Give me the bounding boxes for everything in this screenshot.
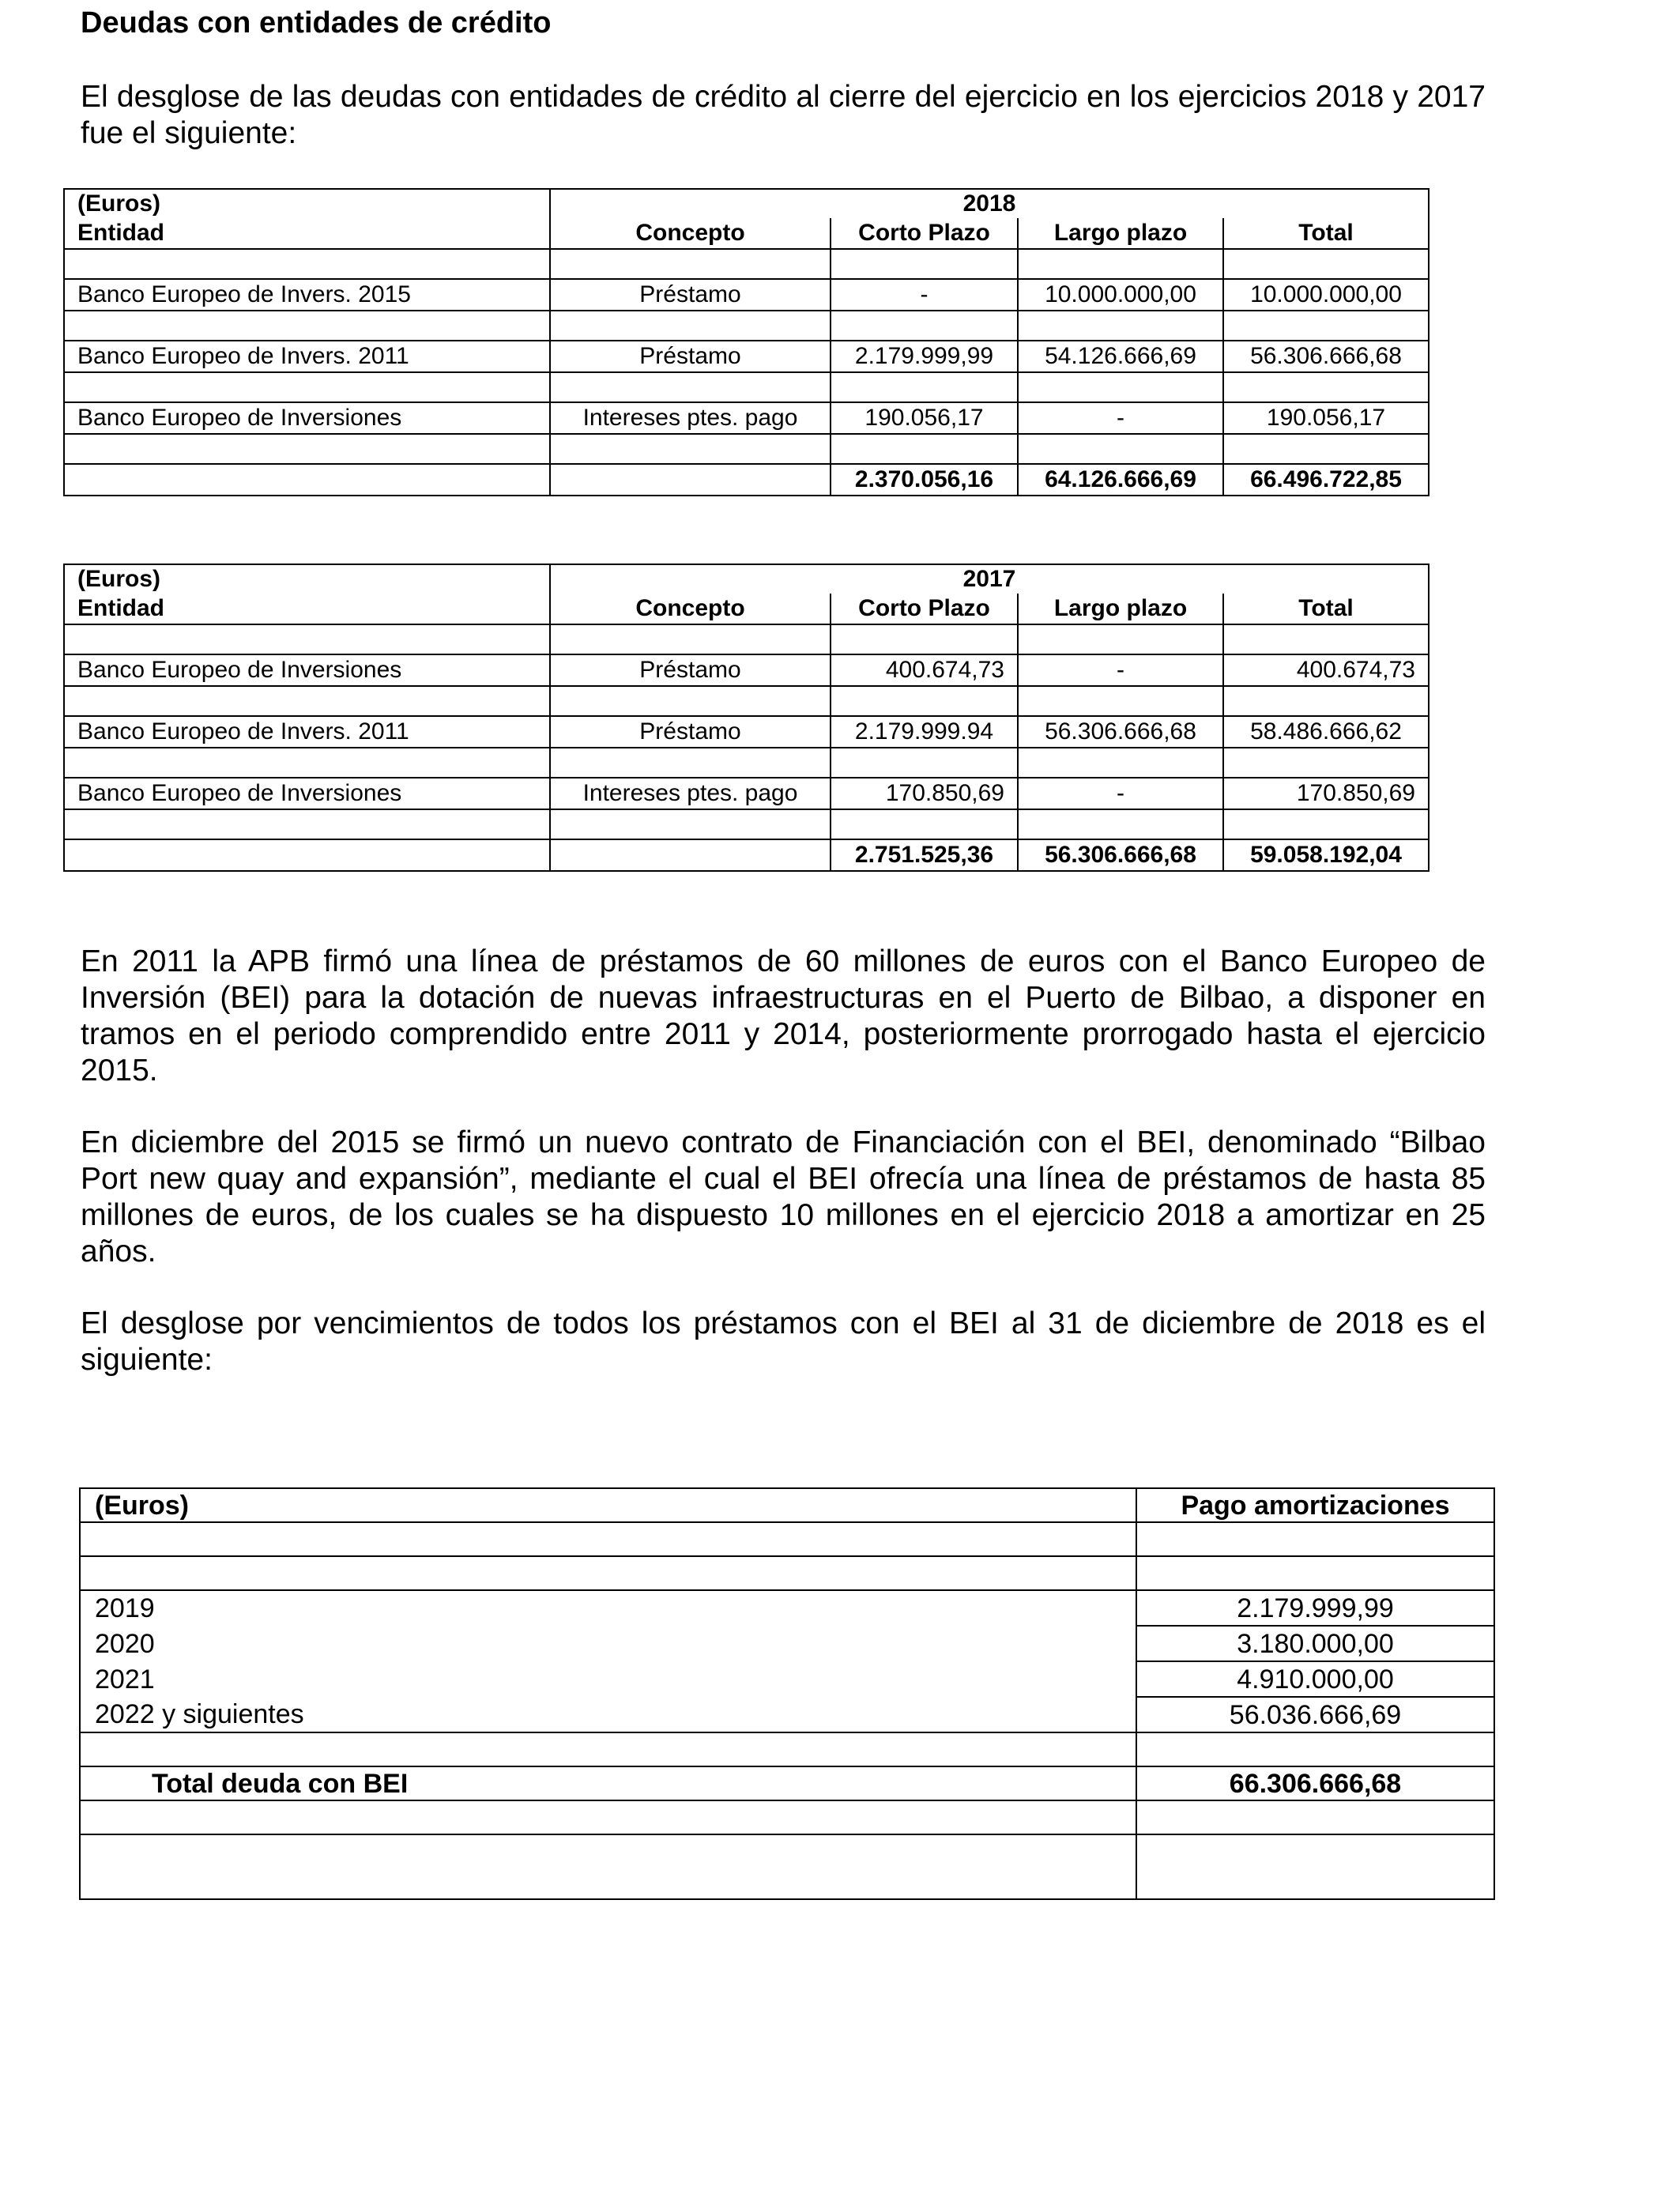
col-header-corto: Corto Plazo [831, 594, 1018, 624]
units-label: (Euros) [64, 564, 550, 594]
paragraph-bei-2015: En diciembre del 2015 se firmó un nuevo contrato de Financiación con el BEI, denominado “Bilbao Port new quay and expansión”, mediante el cual el BEI ofrecía una línea de préstamos de hasta 85 millones de euros, de los cuales se ha dispuesto 10 millones en el ejercicio 2018 a amortizar en 25 años. [81, 1125, 1486, 1269]
col-header-total: Total [1223, 594, 1429, 624]
spacer-row [64, 311, 1429, 341]
col-header-total: Total [1223, 218, 1429, 249]
col-header-entidad: Entidad [64, 218, 550, 249]
debt-table-2017 [63, 564, 1430, 872]
year-header: 2017 [550, 564, 1429, 594]
entidad-cell: Banco Europeo de Invers. 2015 [64, 279, 550, 311]
amortization-table [79, 1487, 1495, 1900]
spacer-row [64, 809, 1429, 839]
total-cell: 56.306.666,68 [1223, 341, 1429, 372]
total-value: 66.306.666,68 [1136, 1766, 1494, 1800]
table-row [80, 1590, 1494, 1626]
spacer-row [64, 372, 1429, 402]
concepto-cell: Préstamo [550, 654, 831, 686]
concepto-cell: Préstamo [550, 341, 831, 372]
table-row [64, 341, 1429, 372]
entidad-cell: Banco Europeo de Invers. 2011 [64, 341, 550, 372]
amount-value: 4.910.000,00 [1136, 1661, 1494, 1697]
debt-table-2018 [63, 188, 1430, 496]
section-heading: Deudas con entidades de crédito [81, 6, 552, 40]
spacer-row [80, 1800, 1494, 1834]
spacer-row [80, 1732, 1494, 1766]
total-largo: 56.306.666,68 [1018, 839, 1223, 871]
table-row [80, 1697, 1494, 1732]
units-label: (Euros) [64, 189, 550, 218]
table-row [64, 716, 1429, 748]
table-row [80, 1626, 1494, 1661]
corto-cell: 2.179.999,99 [831, 341, 1018, 372]
intro-paragraph: El desglose de las deudas con entidades de crédito al cierre del ejercicio en los ejercicios 2018 y 2017 fue el siguiente: [81, 80, 1486, 150]
spacer-row [64, 748, 1429, 778]
table-row [64, 778, 1429, 809]
total-row [80, 1766, 1494, 1800]
year-label: 2019 [80, 1590, 1136, 1626]
units-label: (Euros) [80, 1488, 1136, 1522]
total-cell: 10.000.000,00 [1223, 279, 1429, 311]
concepto-cell: Intereses ptes. pago [550, 778, 831, 809]
entidad-cell: Banco Europeo de Inversiones [64, 778, 550, 809]
year-label: 2021 [80, 1661, 1136, 1697]
largo-cell: 54.126.666,69 [1018, 341, 1223, 372]
year-label: 2022 y siguientes [80, 1697, 1136, 1732]
spacer-row [64, 686, 1429, 716]
table-row [64, 279, 1429, 311]
concepto-cell: Préstamo [550, 279, 831, 311]
amortization-header: Pago amortizaciones [1136, 1488, 1494, 1522]
largo-cell: - [1018, 402, 1223, 434]
total-total: 59.058.192,04 [1223, 839, 1429, 871]
corto-cell: 400.674,73 [831, 654, 1018, 686]
year-header: 2018 [550, 189, 1429, 218]
total-cell: 400.674,73 [1223, 654, 1429, 686]
amount-value: 56.036.666,69 [1136, 1697, 1494, 1732]
largo-cell: - [1018, 778, 1223, 809]
total-largo: 64.126.666,69 [1018, 464, 1223, 496]
total-cell: 190.056,17 [1223, 402, 1429, 434]
paragraph-maturities-intro: El desglose por vencimientos de todos los préstamos con el BEI al 31 de diciembre de 2018 es el siguiente: [81, 1306, 1486, 1377]
spacer-row [80, 1834, 1494, 1899]
col-header-largo: Largo plazo [1018, 218, 1223, 249]
total-label: Total deuda con BEI [80, 1766, 1136, 1800]
col-header-entidad: Entidad [64, 594, 550, 624]
table-row [80, 1661, 1494, 1697]
concepto-cell: Intereses ptes. pago [550, 402, 831, 434]
entidad-cell: Banco Europeo de Invers. 2011 [64, 716, 550, 748]
spacer-row [64, 249, 1429, 279]
spacer-row [64, 434, 1429, 464]
paragraph-bei-2011: En 2011 la APB firmó una línea de préstamos de 60 millones de euros con el Banco Europeo de Inversión (BEI) para la dotación de nuevas infraestructuras en el Puerto de Bilbao, a disponer en tramos en el periodo comprendido entre 2011 y 2014, posteriormente prorrogado hasta el ejercicio 2015. [81, 944, 1486, 1088]
totals-row [64, 464, 1429, 496]
concepto-cell: Préstamo [550, 716, 831, 748]
spacer-row [80, 1556, 1494, 1590]
amount-value: 2.179.999,99 [1136, 1590, 1494, 1626]
col-header-largo: Largo plazo [1018, 594, 1223, 624]
corto-cell: 170.850,69 [831, 778, 1018, 809]
total-total: 66.496.722,85 [1223, 464, 1429, 496]
col-header-concepto: Concepto [550, 218, 831, 249]
corto-cell: 2.179.999.94 [831, 716, 1018, 748]
spacer-row [64, 624, 1429, 654]
total-cell: 58.486.666,62 [1223, 716, 1429, 748]
largo-cell: 10.000.000,00 [1018, 279, 1223, 311]
spacer-row [80, 1522, 1494, 1556]
year-label: 2020 [80, 1626, 1136, 1661]
table-row [64, 402, 1429, 434]
col-header-corto: Corto Plazo [831, 218, 1018, 249]
total-corto: 2.751.525,36 [831, 839, 1018, 871]
largo-cell: 56.306.666,68 [1018, 716, 1223, 748]
corto-cell: 190.056,17 [831, 402, 1018, 434]
entidad-cell: Banco Europeo de Inversiones [64, 654, 550, 686]
total-cell: 170.850,69 [1223, 778, 1429, 809]
table-row [64, 654, 1429, 686]
total-corto: 2.370.056,16 [831, 464, 1018, 496]
entidad-cell: Banco Europeo de Inversiones [64, 402, 550, 434]
largo-cell: - [1018, 654, 1223, 686]
col-header-concepto: Concepto [550, 594, 831, 624]
amount-value: 3.180.000,00 [1136, 1626, 1494, 1661]
totals-row [64, 839, 1429, 871]
corto-cell: - [831, 279, 1018, 311]
